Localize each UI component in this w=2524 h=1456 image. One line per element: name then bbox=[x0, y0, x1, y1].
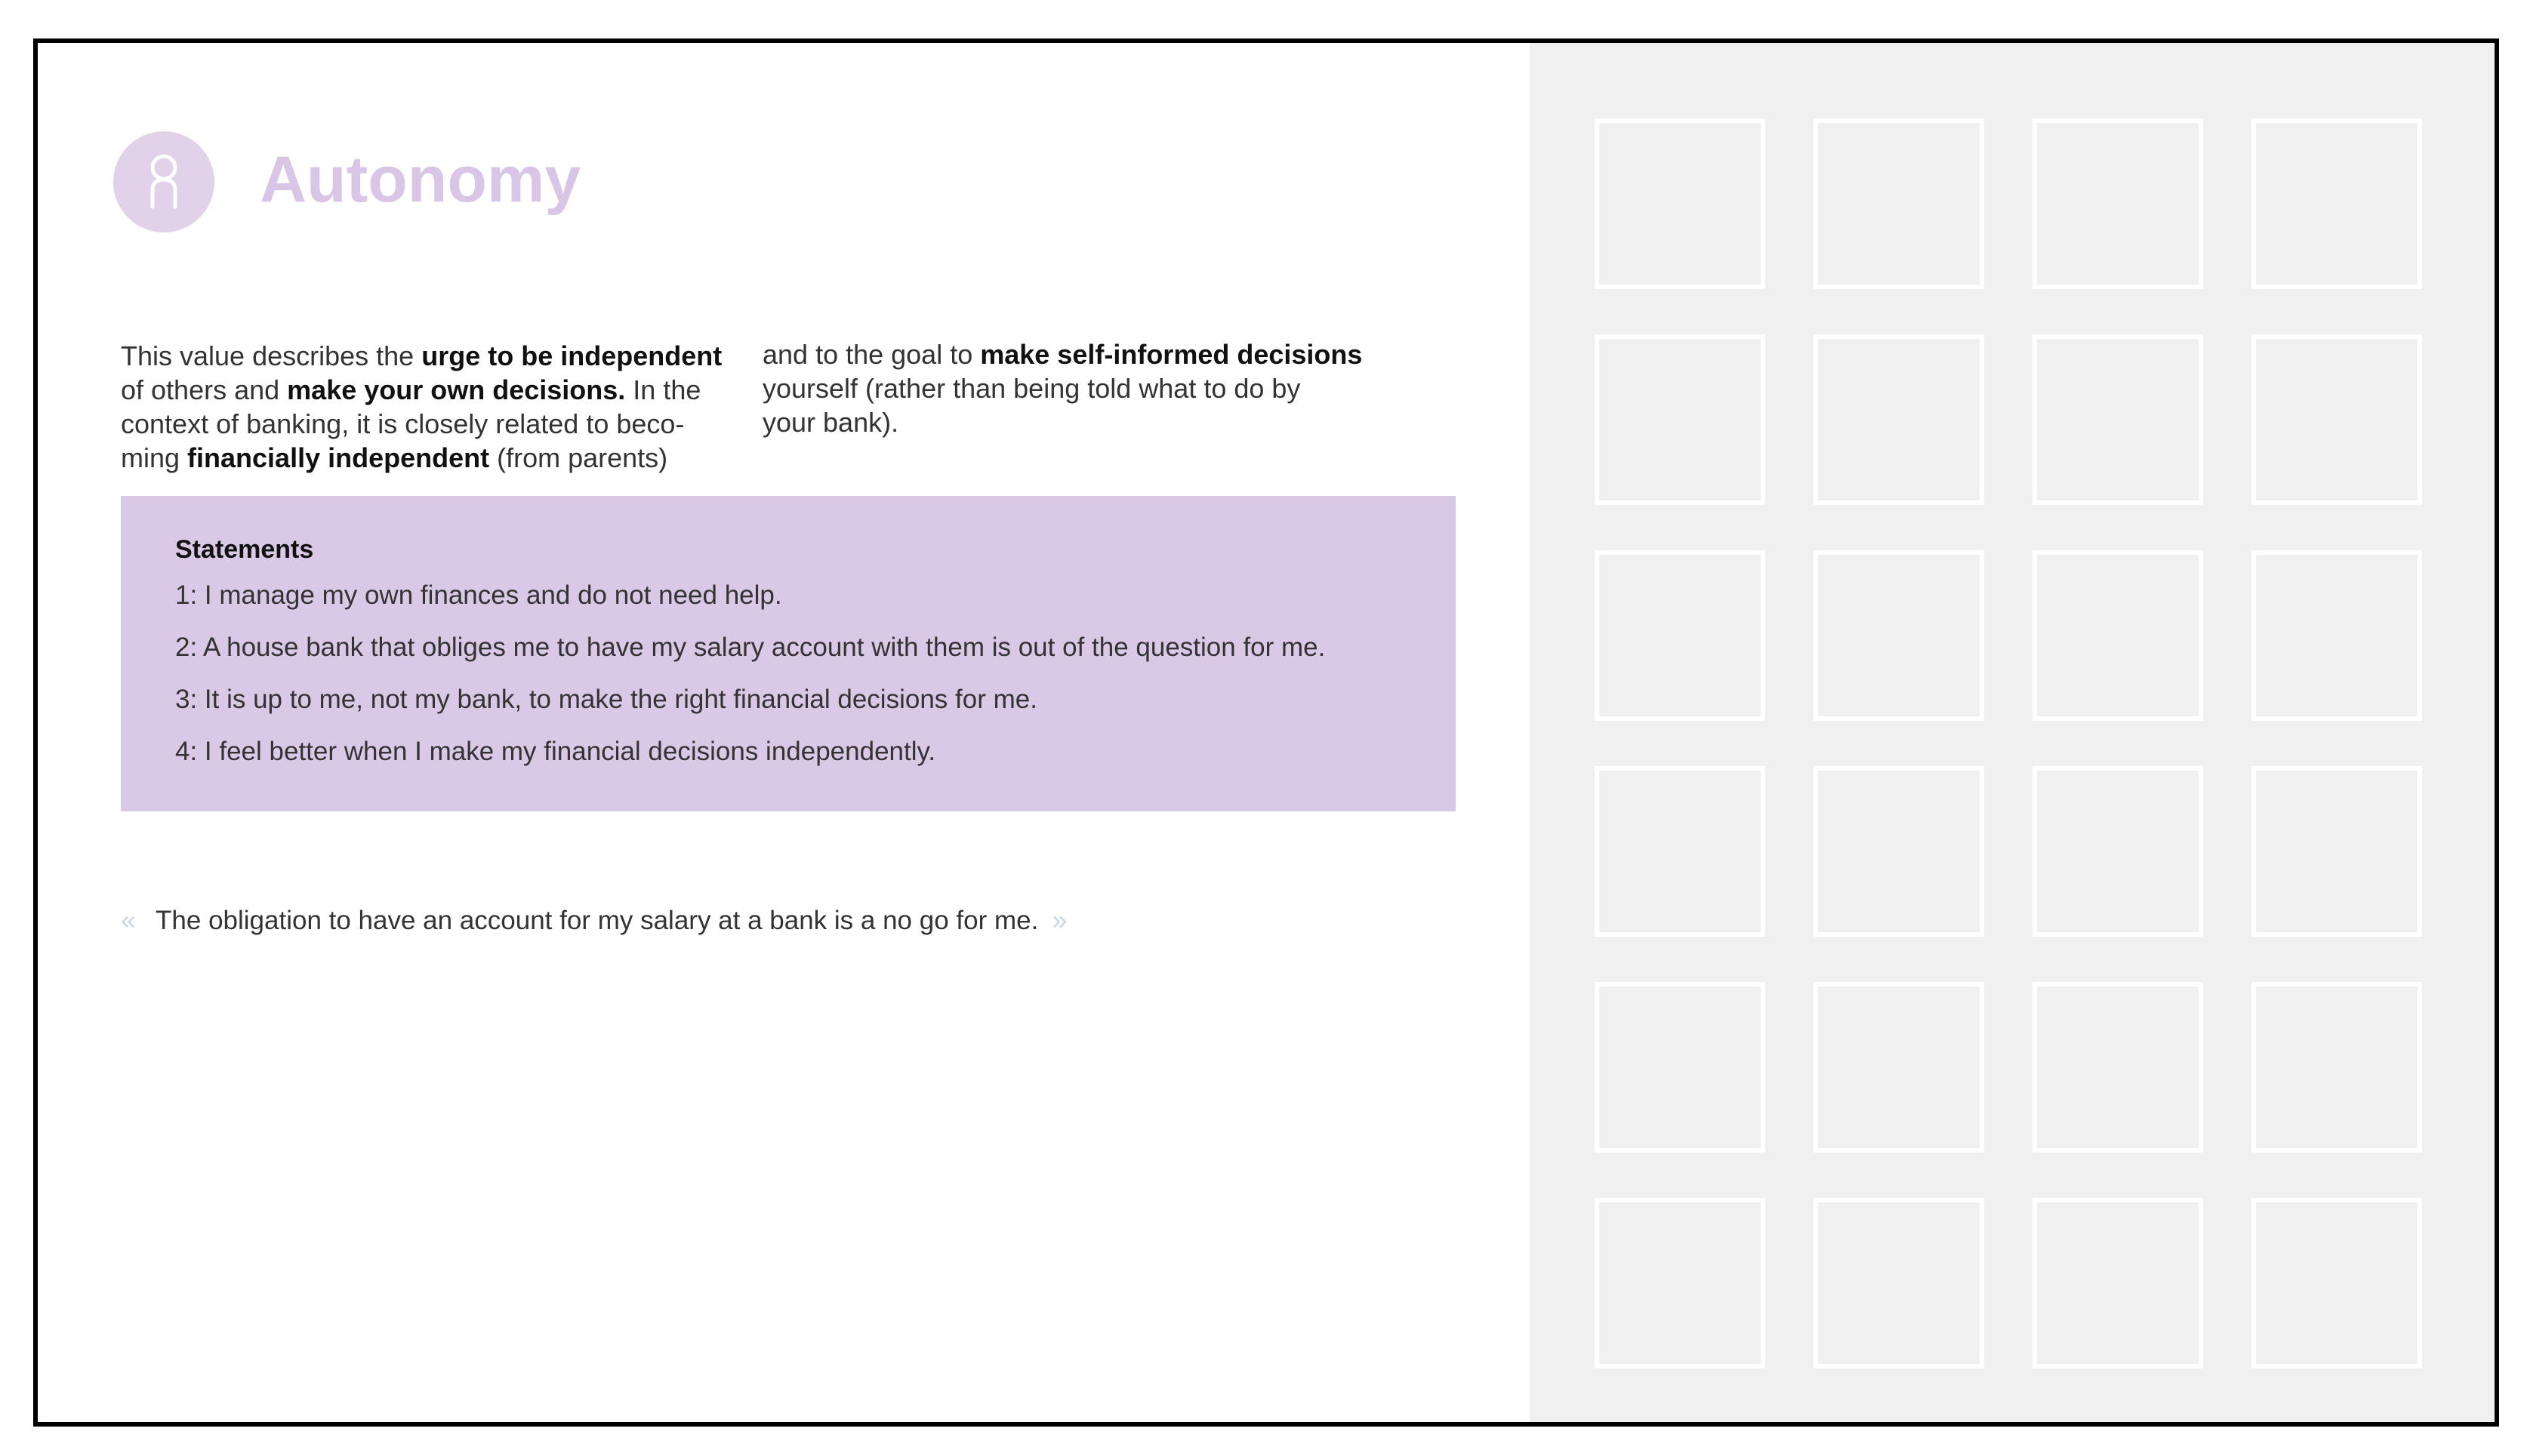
description-text: (from parents) bbox=[489, 442, 668, 473]
description-emphasis: urge to be independent bbox=[421, 340, 723, 371]
description-text: context of banking, it is closely related to beco- bbox=[121, 408, 685, 439]
image-placeholder-tile bbox=[1814, 1198, 1984, 1368]
image-placeholder-tile bbox=[1814, 334, 1984, 505]
statement-item: 3: It is up to me, not my bank, to make the right financial decisions for me. bbox=[175, 685, 1037, 714]
description-line bbox=[763, 405, 1419, 439]
image-placeholder-tile bbox=[2251, 119, 2422, 289]
description-text: and to the goal to bbox=[763, 339, 981, 370]
description-line bbox=[763, 371, 1419, 405]
image-placeholder-tile bbox=[1814, 119, 1984, 289]
page-title: Autonomy bbox=[260, 143, 581, 216]
description-emphasis: make your own decisions. bbox=[287, 374, 626, 405]
image-placeholder-tile bbox=[2251, 766, 2422, 937]
image-grid bbox=[1595, 119, 2422, 1368]
quote bbox=[121, 904, 1067, 936]
image-placeholder-tile bbox=[2032, 982, 2203, 1153]
description-column-2 bbox=[763, 337, 1419, 439]
description-line bbox=[121, 407, 770, 441]
open-quote-mark: « bbox=[121, 904, 137, 935]
description-text: ming bbox=[121, 442, 188, 473]
description-text: of others and bbox=[121, 374, 288, 405]
image-placeholder-tile bbox=[1814, 766, 1984, 937]
image-placeholder-tile bbox=[1595, 119, 1765, 289]
description-line bbox=[121, 373, 770, 407]
image-placeholder-tile bbox=[2032, 334, 2203, 505]
description-column-1 bbox=[121, 339, 770, 475]
image-placeholder-tile bbox=[2251, 982, 2422, 1153]
image-placeholder-tile bbox=[2032, 550, 2203, 721]
description-line bbox=[121, 441, 770, 475]
quote-text: The obligation to have an account for my salary at a bank is a no go for me. bbox=[156, 906, 1039, 935]
statements-box bbox=[121, 496, 1456, 811]
image-placeholder-tile bbox=[1595, 766, 1765, 937]
slide-frame bbox=[33, 38, 2499, 1427]
description-emphasis: financially independent bbox=[187, 442, 490, 473]
description-text: This value describes the bbox=[121, 340, 422, 371]
image-placeholder-tile bbox=[2251, 1198, 2422, 1368]
image-placeholder-tile bbox=[1595, 334, 1765, 505]
image-placeholder-tile bbox=[1595, 982, 1765, 1153]
image-placeholder-tile bbox=[2032, 119, 2203, 289]
description-emphasis: make self-informed decisions bbox=[980, 339, 1363, 370]
image-grid-panel bbox=[1530, 43, 2495, 1422]
close-quote-mark: » bbox=[1052, 904, 1068, 935]
statements-heading: Statements bbox=[175, 535, 314, 564]
description-line bbox=[763, 337, 1419, 371]
description-text: yourself (rather than being told what to do by bbox=[763, 373, 1301, 404]
image-placeholder-tile bbox=[1814, 550, 1984, 721]
image-placeholder-tile bbox=[1595, 550, 1765, 721]
image-placeholder-tile bbox=[1814, 982, 1984, 1153]
person-icon bbox=[113, 131, 214, 232]
statement-item: 4: I feel better when I make my financial decisions independently. bbox=[175, 737, 936, 766]
statement-item: 1: I manage my own finances and do not need help. bbox=[175, 580, 782, 610]
statement-item: 2: A house bank that obliges me to have my salary account with them is out of the question for me. bbox=[175, 633, 1326, 662]
description-line bbox=[121, 339, 770, 373]
image-placeholder-tile bbox=[2251, 334, 2422, 505]
description-text: In the bbox=[625, 374, 701, 405]
image-placeholder-tile bbox=[2032, 1198, 2203, 1368]
image-placeholder-tile bbox=[2251, 550, 2422, 721]
image-placeholder-tile bbox=[1595, 1198, 1765, 1368]
description-text: your bank). bbox=[763, 407, 899, 438]
image-placeholder-tile bbox=[2032, 766, 2203, 937]
